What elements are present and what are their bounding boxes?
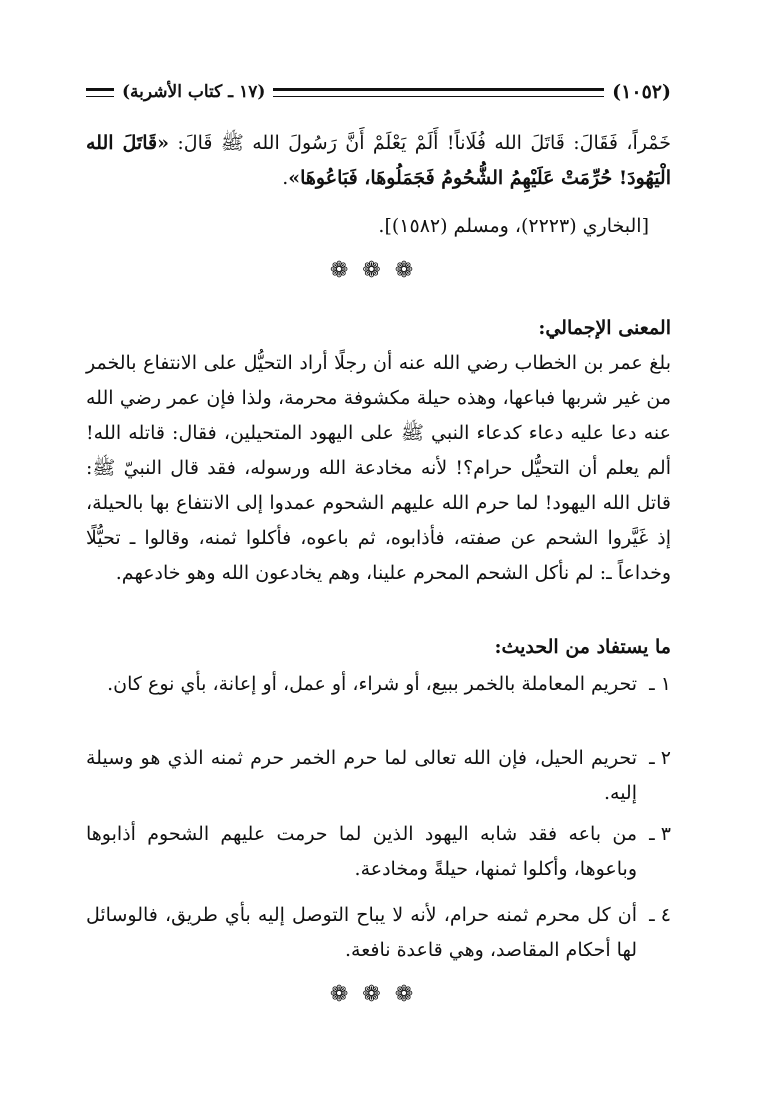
hadith-intro: خَمْراً، فَقَالَ: قَاتَلَ الله فُلَاناً! أَلَمْ يَعْلَمْ أَنَّ رَسُولَ الله ﷺ قَالَ:	[168, 132, 671, 154]
header-rule	[273, 88, 604, 97]
benefit-number: ٤ ـ	[649, 904, 671, 926]
hadith-quote: «قَاتَلَ الله الْيَهُودَ! حُرِّمَتْ عَلَيْهِمُ الشُّحُومُ فَجَمَلُوهَا، فَبَاعُوهَا»	[86, 132, 671, 189]
hadith-reference: [البخاري (٢٢٢٣)، ومسلم (١٥٨٢)].	[378, 215, 649, 237]
benefit-text: تحريم المعاملة بالخمر ببيع، أو شراء، أو عمل، أو إعانة، بأي نوع كان.	[107, 673, 637, 695]
chapter-title: (١٧ ـ كتاب الأشربة)	[122, 82, 266, 102]
ornament-divider: ❁❁❁	[329, 258, 428, 283]
page-header	[86, 80, 671, 104]
benefit-number: ١ ـ	[649, 673, 671, 695]
hadith-end: .	[282, 167, 289, 189]
benefit-number: ٢ ـ	[649, 747, 671, 769]
header-rule-end	[86, 88, 114, 97]
benefit-item	[86, 667, 671, 702]
general-meaning-text: بلغ عمر بن الخطاب رضي الله عنه أن رجلًا أراد التحيُّل على الانتفاع بالخمر من غير شربها فباعها، وهذه حيلة مكشوفة محرمة، ولذا فإن عمر رضي الله عنه دعا عليه دعاء كدعاء النبي ﷺ على اليهود المتحيلين، فقال: قاتله الله! ألم يعلم أن التحيُّل حرام؟! لأنه مخادعة الله ورسوله، فقد قال النبيّ ﷺ: قاتل الله اليهود! لما حرم الله عليهم الشحوم عمدوا إلى الانتفاع بها بالحيلة، إذ غَيَّروا الشحم عن صفته، فأذابوه، ثم باعوه، فأكلوا ثمنه، وقالوا ـ تحيُّلًا وخداعاً ـ: لم نأكل الشحم المحرم علينا، وهم يخادعون الله وهو خادعهم.	[86, 352, 671, 584]
benefit-text: أن كل محرم ثمنه حرام، لأنه لا يباح التوصل إليه بأي طريق، فالوسائل لها أحكام المقاصد، وهي قاعدة نافعة.	[86, 904, 637, 961]
page-number: (١٠٥٢)	[612, 81, 671, 103]
benefit-item	[86, 741, 671, 811]
benefits-heading: ما يستفاد من الحديث:	[494, 636, 671, 658]
ornament-divider: ❁❁❁	[329, 982, 428, 1007]
benefit-item	[86, 817, 671, 887]
hadith-text	[86, 126, 671, 196]
benefit-text: من باعه فقد شابه اليهود الذين لما حرمت عليهم الشحوم أذابوها وباعوها، وأكلوا ثمنها، حيلةً ومخادعة.	[86, 823, 637, 880]
benefit-item	[86, 898, 671, 968]
benefit-text: تحريم الحيل، فإن الله تعالى لما حرم الخمر حرم ثمنه الذي هو وسيلة إليه.	[86, 747, 637, 804]
general-meaning-heading: المعنى الإجمالي:	[538, 317, 671, 339]
benefit-number: ٣ ـ	[649, 823, 671, 845]
